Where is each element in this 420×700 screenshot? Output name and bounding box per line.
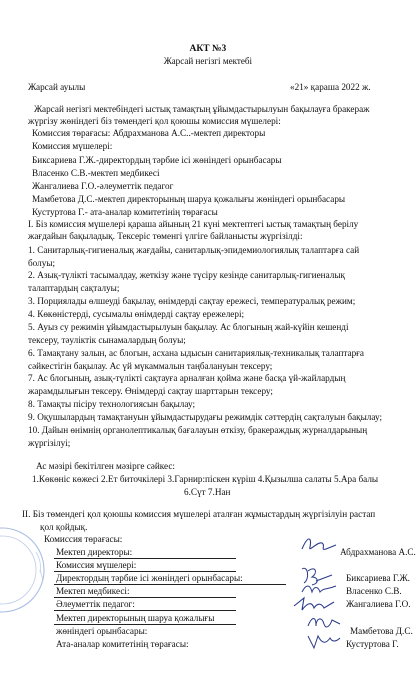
signature-role: Мектеп директоры: (56, 547, 133, 557)
checklist-item: 9. Оқушылардың тамақтануын ұйымдастырудағы режимдік сәттердің сақталуын бақылау; (28, 412, 383, 422)
checklist-item: 6. Тамақтану залын, ас блогын, асхана ыдысын санитариялық-техникалық талаптарға (28, 348, 365, 358)
commission-members-heading: Комиссия мүшелері: (32, 141, 113, 151)
member-line: Биксариева Г.Ж.-директордың тәрбие ісі жөніндегі орынбасары (32, 155, 282, 165)
section2-line: қол қойдық. (40, 522, 88, 532)
signature-role: Мектеп медбикесі: (56, 586, 130, 596)
handwritten-signature (304, 630, 344, 652)
signature-role: Директордың тәрбие ісі жөніндегі орынбасары: (56, 573, 243, 583)
checklist-item-cont: жарамдылығын тексеру. Өнімдерді сақтау шарттарын тексеру; (28, 386, 273, 396)
signature-line (54, 584, 286, 585)
checklist-item: 10. Дайын өнімнің органолептикалық бағалауын өткізу, бракераждық журналдарының (28, 425, 368, 435)
signature-name: Биксариева Г.Ж. (346, 573, 410, 583)
checklist-item-cont: жүргізілуі; (28, 438, 71, 448)
menu-heading: Ас мәзірі бекітілген мәзірге сәйкес: (36, 461, 175, 471)
document-date: «21» қараша 2022 ж. (290, 82, 371, 92)
member-line: Мамбетова Д.С.-мектеп директорының шаруа қожалығы жөніндегі орынбасары (32, 194, 346, 204)
checklist-item: 8. Тамақты пісіру технологиясын бақылау; (28, 399, 196, 409)
signature-line (54, 571, 236, 572)
section1-line: жағдайын бақыладық. Тексеріс төменгі үлгіге байланысты жүргізілді: (28, 231, 303, 241)
menu-items-cont: 6.Сүт 7.Нан (184, 487, 231, 497)
checklist-item: 3. Порциялады өлшеуді бақылау, өнімдерді сақтау ережесі, температуралық режим; (28, 296, 356, 306)
signature-role: Әлеуметтік педагог: (56, 599, 135, 609)
signature-line (54, 597, 236, 598)
intro-line: жүргізу жөніндегі біз төмендегі қол қоюшы комиссия мүшелері: (28, 116, 281, 126)
signature-line (54, 610, 236, 611)
school-name: Жарсай негізгі мектебі (163, 56, 253, 66)
section1-line: І. Біз комиссия мүшелері қараша айының 21 күні мектептегі ыстық тамақтың берілу (28, 219, 359, 229)
signature-role: Мектеп директорының шаруа қожалығы (56, 613, 215, 623)
signature-name: Жангалиева Г.О. (346, 599, 411, 609)
signature-name: Власенко С.В. (346, 586, 402, 596)
checklist-item: 2. Азық-түлікті тасымалдау, жеткізу және түсіру кезінде санитарлық-гигиеналық (28, 270, 345, 280)
member-line: Кустуртова Г.- ата-аналар комитетінің төрағасы (32, 207, 218, 217)
intro-line: Жарсай негізгі мектебіндегі ыстық тамақтың ұйымдастырылуын бақылауға бракераж (34, 104, 370, 114)
signature-name: Абдрахманова А.С. (340, 547, 416, 557)
member-line: Власенко С.В.-мектеп медбикесі (32, 168, 160, 178)
signature-line (54, 624, 236, 625)
checklist-item-cont: тексеру, тәуліктік сынамалардың болуы; (28, 335, 186, 345)
checklist-item-cont: талаптардың сақталуы; (28, 283, 120, 293)
member-line: Жангалиева Г.О.-әлеуметтік педагог (32, 181, 174, 191)
handwritten-signature (292, 594, 338, 614)
signature-name: Кустуртова Г. (346, 639, 399, 649)
checklist-item: 1. Санитарлық-гигиеналық жағдайы, санитарлық-эпидемиологиялық талаптарға сай (28, 245, 360, 255)
signature-line (54, 558, 236, 559)
commission-chair: Комиссия төрағасы: Абдрахманова А.С..-мектеп директоры (32, 128, 266, 138)
checklist-item-cont: сәйкестігін бақылау. Ас үй мүкаммалын таңбалануын тексеру; (28, 361, 273, 371)
signature-role: Ата-аналар комитетінің төрағасы: (56, 639, 189, 649)
handwritten-signature (298, 533, 338, 555)
signature-role-cont: жөніндегі орынбасары: (56, 626, 148, 636)
document-title: АКТ №3 (189, 43, 227, 54)
section2-line: ІІ. Біз төмендегі қол қоюшы комиссия мүшелері аталған жұмыстардың жүргізілуін растап (22, 509, 376, 519)
checklist-item: 7. Ас блогының, азық-түлікті сақтауға арналған қойма және басқа үй-жайлардың (28, 373, 346, 383)
chair-heading: Комиссия төрағасы: (44, 534, 123, 544)
menu-items: 1.Көкөніс көжесі 2.Ет биточкілері 3.Гарнир:піскен күріш 4.Қызылша салаты 5.Ара балы (32, 474, 379, 484)
checklist-item-cont: болуы; (28, 258, 56, 268)
checklist-item: 5. Ауыз су режимін ұйымдастырылуын бақылау. Ас блогының жай-күйін кешенді (28, 322, 349, 332)
signature-name: Мамбетова Д.С. (350, 626, 413, 636)
members-heading: Комиссия мүшелері: (56, 560, 137, 570)
checklist-item: 4. Көкөністерді, сусымалы өнімдерді сақтау ережелері; (28, 309, 245, 319)
place-name: Жарсай ауылы (28, 82, 86, 92)
